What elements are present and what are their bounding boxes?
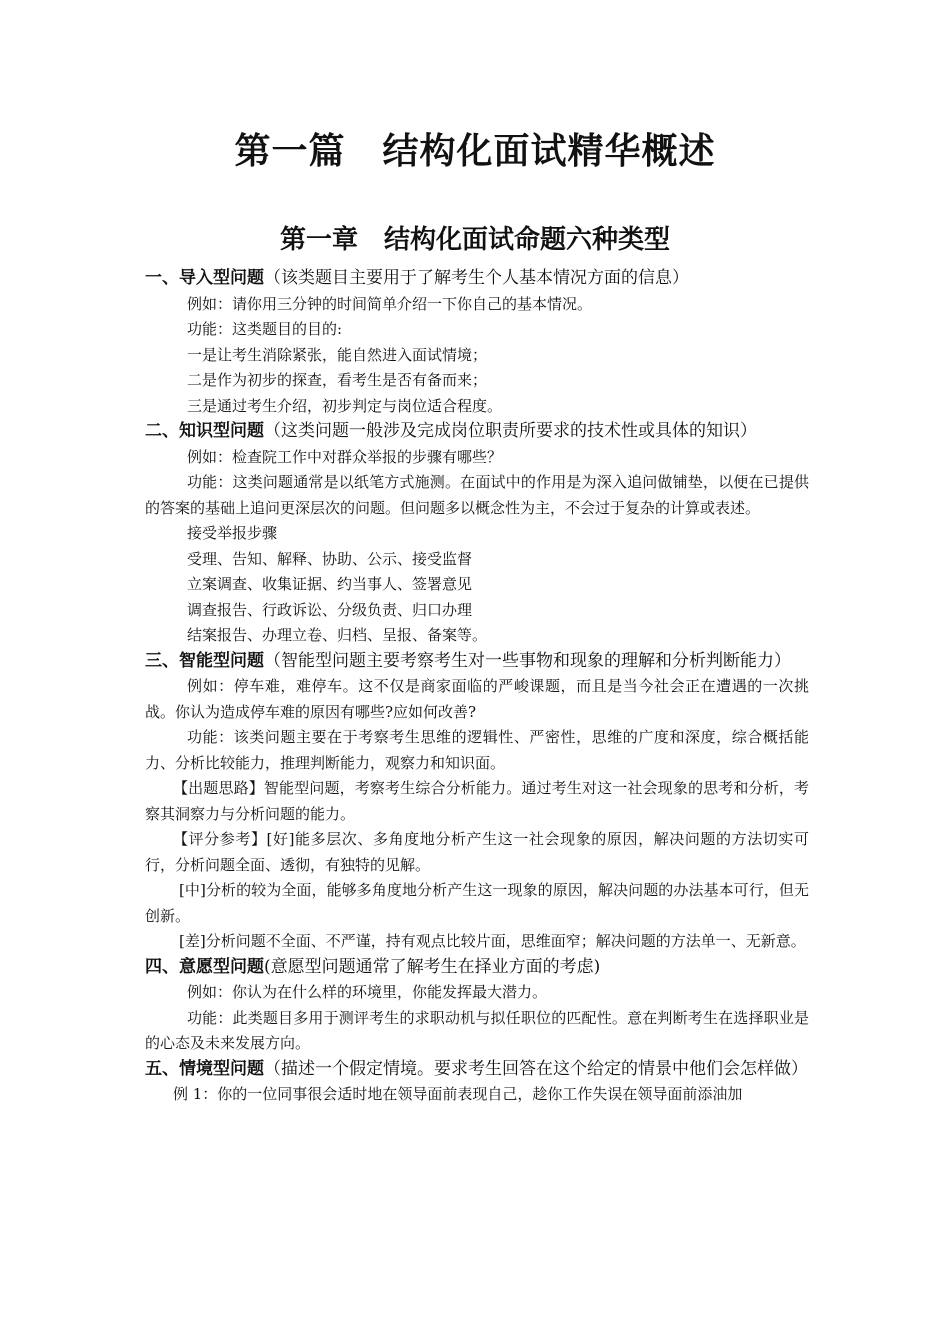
list-item: 立案调查、收集证据、约当事人、签署意见 [187,575,473,593]
paragraph: 功能：这类问题通常是以纸笔方式施测。在面试中的作用是为深入追问做铺垫，以便在已提供的答案的基础上追问更深层次的问题。但问题多以概念性为主，不会过于复杂的计算或表述。 [145,473,809,517]
paragraph: [中]分析的较为全面，能够多角度地分析产生这一现象的原因，解决问题的办法基本可行，但无创新。 [145,881,809,925]
paragraph: 例如：你认为在什么样的环境里，你能发挥最大潜力。 [187,983,548,1001]
document-body [145,266,809,1108]
section-heading-2 [145,419,809,445]
section-description: （该类题目主要用于了解考生个人基本情况方面的信息） [264,268,689,288]
section-label: 一、导入型问题 [145,268,264,288]
section-description: (意愿型问题通常了解考生在择业方面的考虑) [264,956,601,977]
paragraph: [差]分析问题不全面、不严谨，持有观点比较片面，思维面窄；解决问题的方法单一、无新意。 [179,932,806,950]
paragraph: 功能：这类题目的目的: [187,320,343,338]
section-label: 四、意愿型问题 [145,956,264,977]
paragraph: 功能：此类题目多用于测评考生的求职动机与拟任职位的匹配性。意在判断考生在选择职业是的心态及未来发展方向。 [145,1008,809,1052]
section-description: （描述一个假定情境。要求考生回答在这个给定的情景中他们会怎样做） [264,1058,808,1079]
paragraph: 三是通过考生介绍，初步判定与岗位适合程度。 [187,396,503,415]
list-item: 结案报告、办理立卷、归档、呈报、备案等。 [187,626,488,644]
paragraph: 功能：该类问题主要在于考察考生思维的逻辑性、严密性，思维的广度和深度，综合概括能力、分析比较能力，推理判断能力，观察力和知识面。 [145,728,809,772]
section-description: （这类问题一般涉及完成岗位职责所要求的技术性或具体的知识） [264,421,757,441]
paragraph: 【出题思路】智能型问题，考察考生综合分析能力。通过考生对这一社会现象的思考和分析，考察其洞察力与分析问题的能力。 [145,779,809,823]
paragraph: 【评分参考】[好]能多层次、多角度地分析产生这一社会现象的原因，解决问题的方法切实可行，分析问题全面、透彻，有独特的见解。 [145,830,809,874]
section-label: 五、情境型问题 [145,1058,264,1079]
paragraph: 例如：请你用三分钟的时间简单介绍一下你自己的基本情况。 [187,294,593,313]
section-heading-3 [145,649,809,675]
chapter-title: 第一章 结构化面试命题六种类型 [279,225,670,255]
section-heading-5 [145,1057,809,1083]
paragraph: 例如：检查院工作中对群众举报的步骤有哪些？ [187,447,503,466]
paragraph: 例 1：你的一位同事很会适时地在领导面前表现自己，趁你工作失误在领导面前添油加 [173,1085,743,1103]
section-heading-4 [145,955,809,981]
section-label: 二、知识型问题 [145,421,264,441]
paragraph: 例如：停车难，难停车。这不仅是商家面临的严峻课题，而且是当今社会正在遭遇的一次挑战。你认为造成停车难的原因有哪些?应如何改善? [145,677,809,721]
list-item: 受理、告知、解释、协助、公示、接受监督 [187,549,473,568]
part-title: 第一篇 结构化面试精华概述 [234,131,716,172]
paragraph: 一是让考生消除紧张，能自然进入面试情境； [187,345,488,364]
paragraph: 二是作为初步的探查，看考生是否有备而来； [187,371,488,389]
section-heading-1 [145,266,809,292]
section-description: （智能型问题主要考察考生对一些事物和现象的理解和分析判断能力） [264,650,791,671]
section-label: 三、智能型问题 [145,650,264,671]
list-item: 调查报告、行政诉讼、分级负责、归口办理 [187,600,473,619]
list-item: 接受举报步骤 [187,524,278,542]
